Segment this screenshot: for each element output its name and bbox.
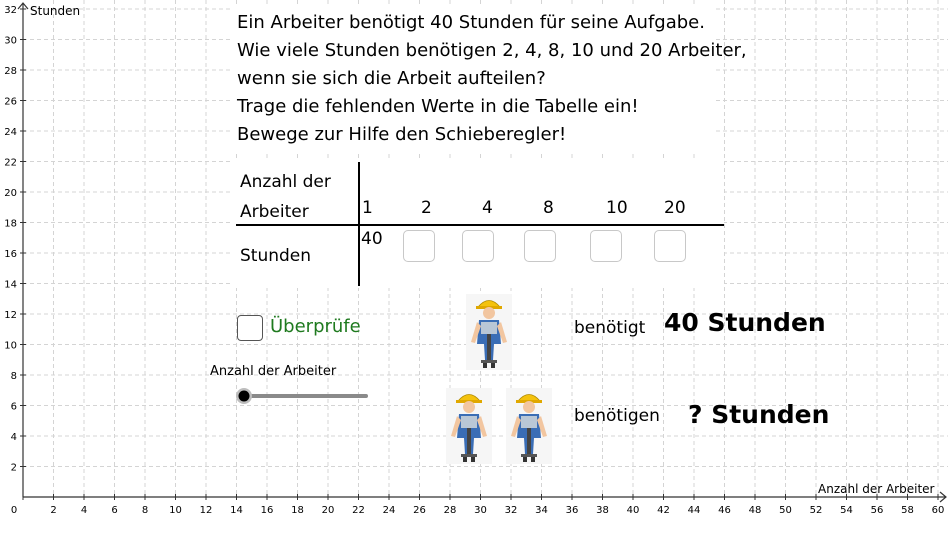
x-tick-label: 38	[596, 505, 609, 516]
table-header-workers-b: Arbeiter	[240, 202, 309, 222]
y-tick-label: 20	[4, 188, 17, 199]
x-tick-label: 46	[718, 505, 731, 516]
x-tick-label: 32	[504, 505, 518, 516]
table-worker-value: 4	[482, 198, 493, 218]
x-tick-label: 26	[413, 505, 426, 516]
table-header-workers-a: Anzahl der	[240, 172, 331, 192]
x-tick-label: 2	[50, 505, 57, 516]
task-line-1: Ein Arbeiter benötigt 40 Stunden für seine Aufgabe.	[237, 12, 705, 33]
x-axis-label: Anzahl der Arbeiter	[818, 482, 935, 496]
y-tick-label: 2	[10, 462, 17, 474]
y-tick-label: 14	[4, 279, 17, 291]
table-worker-value: 8	[543, 198, 554, 218]
x-tick-label: 44	[687, 505, 701, 516]
table-header-hours: Stunden	[240, 246, 312, 266]
x-tick-label: 54	[840, 505, 853, 516]
y-tick-label: 28	[4, 66, 17, 77]
table-worker-value: 10	[606, 198, 628, 218]
statement2-result: ? Stunden	[688, 400, 830, 429]
check-checkbox[interactable]	[237, 315, 263, 341]
worker-icon	[466, 294, 512, 370]
slider-knob[interactable]	[239, 391, 250, 402]
x-tick-label: 28	[443, 505, 457, 516]
y-axis-label: Stunden	[30, 4, 81, 18]
x-tick-label: 36	[565, 505, 579, 516]
y-tick-label: 4	[10, 432, 17, 443]
x-tick-label: 50	[779, 505, 792, 516]
hours-input-10[interactable]	[590, 230, 622, 262]
x-tick-label: 60	[931, 505, 945, 516]
check-label[interactable]: Überprüfe	[270, 316, 361, 337]
workers-slider[interactable]	[232, 384, 372, 408]
table-worker-value: 1	[362, 198, 373, 218]
x-tick-label: 0	[10, 505, 18, 516]
x-tick-label: 12	[199, 505, 213, 516]
hours-input-20[interactable]	[654, 230, 686, 262]
y-tick-label: 16	[4, 249, 17, 260]
x-tick-label: 24	[382, 505, 396, 516]
hours-input-4[interactable]	[462, 230, 494, 262]
x-tick-label: 58	[901, 505, 914, 516]
y-tick-label: 8	[10, 371, 17, 382]
x-tick-label: 18	[291, 505, 304, 516]
worker-figure	[446, 388, 492, 464]
y-tick-label: 22	[4, 157, 17, 169]
y-tick-label: 12	[4, 310, 17, 321]
x-tick-label: 42	[657, 505, 670, 516]
x-tick-label: 56	[870, 505, 884, 516]
task-line-3: wenn sie sich die Arbeit aufteilen?	[237, 68, 546, 89]
hours-input-2[interactable]	[403, 230, 435, 262]
table-worker-value: 2	[421, 198, 432, 218]
table-worker-value: 20	[664, 198, 686, 218]
x-tick-label: 16	[260, 505, 274, 516]
y-tick-label: 26	[4, 96, 17, 108]
y-tick-label: 32	[4, 5, 17, 16]
x-tick-label: 10	[169, 505, 182, 516]
task-panel	[230, 6, 747, 154]
hours-input-8[interactable]	[524, 230, 556, 262]
table-horizontal-line	[236, 224, 724, 226]
statement1-result: 40 Stunden	[664, 308, 826, 337]
x-tick-label: 20	[321, 505, 335, 516]
task-line-4: Trage die fehlenden Werte in die Tabelle ein!	[237, 96, 639, 117]
y-tick-label: 24	[4, 127, 17, 138]
y-tick-label: 18	[4, 218, 17, 230]
value-table	[232, 160, 724, 288]
task-line-5: Bewege zur Hilfe den Schieberegler!	[237, 124, 567, 145]
worker-icon	[443, 388, 495, 464]
x-tick-label: 48	[748, 505, 762, 516]
x-tick-label: 22	[352, 505, 365, 516]
table-hours-value: 40	[361, 229, 383, 249]
worker-figure	[506, 388, 552, 464]
worker-figure	[466, 294, 512, 370]
y-tick-label: 10	[4, 340, 17, 352]
x-tick-label: 52	[809, 505, 823, 516]
slider-label: Anzahl der Arbeiter	[210, 364, 337, 379]
worker-icon	[503, 388, 555, 464]
y-tick-label: 30	[4, 35, 17, 47]
y-tick-label: 6	[10, 401, 17, 413]
x-tick-label: 34	[535, 505, 548, 516]
statement1-verb: benötigt	[574, 318, 646, 338]
statement2-verb: benötigen	[574, 406, 660, 426]
task-line-2: Wie viele Stunden benötigen 2, 4, 8, 10 und 20 Arbeiter,	[237, 40, 747, 61]
x-tick-label: 30	[474, 505, 487, 516]
x-tick-label: 14	[230, 505, 243, 516]
x-tick-label: 4	[80, 505, 88, 516]
x-tick-label: 8	[141, 505, 149, 516]
x-tick-label: 6	[111, 505, 118, 516]
x-tick-label: 40	[626, 505, 640, 516]
